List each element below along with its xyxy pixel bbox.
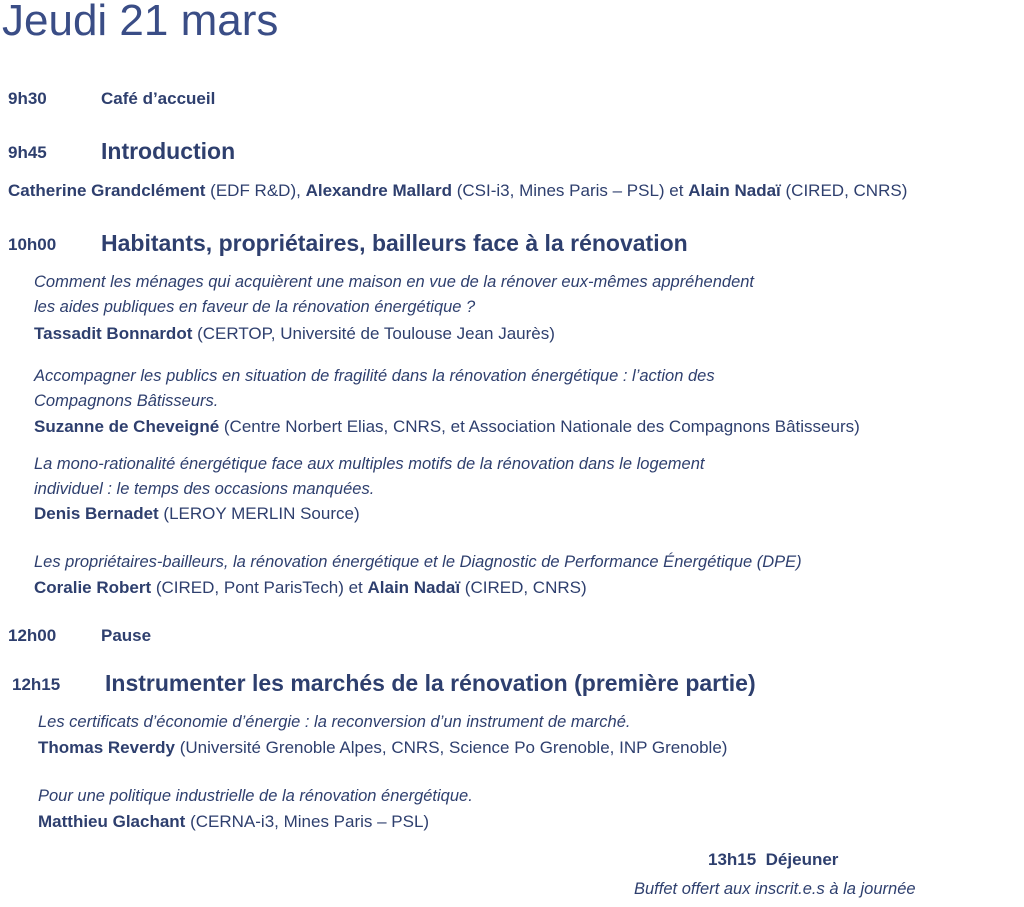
welcome-label: Café d’accueil (101, 89, 216, 108)
speaker-affiliation: (CIRED, CNRS) (780, 181, 908, 200)
lunch-note: Buffet offert aux inscrit.e.s à la journée (634, 880, 916, 898)
talk-title (34, 364, 715, 414)
talk-title-line: Les propriétaires-bailleurs, la rénovation énergétique et le Diagnostic de Performance Énergétique (DPE) (34, 553, 802, 571)
lunch-label: Déjeuner (765, 850, 839, 869)
speaker-affiliation: (CIRED, CNRS) (460, 578, 587, 597)
talk-title-line: individuel : le temps des occasions manquées. (34, 480, 375, 498)
talk-speakers (34, 578, 587, 598)
session1-time: 10h00 (8, 235, 57, 254)
speaker-affiliation: (LEROY MERLIN Source) (158, 504, 360, 523)
speaker-name: Thomas Reverdy (38, 738, 175, 757)
intro-time: 9h45 (8, 143, 47, 162)
talk-title-line: Les certificats d’économie d’énergie : la reconversion d’un instrument de marché. (38, 713, 631, 731)
speaker-affiliation: (CERNA-i3, Mines Paris – PSL) (185, 812, 430, 831)
talk-speakers (34, 504, 360, 524)
session2-label: Instrumenter les marchés de la rénovation (première partie) (105, 670, 756, 696)
talk-title (34, 550, 802, 575)
intro-label: Introduction (101, 138, 236, 164)
talk-speakers (38, 738, 727, 758)
talk-speakers (34, 324, 555, 344)
speaker-name: Coralie Robert (34, 578, 152, 597)
speaker-name: Alexandre Mallard (305, 181, 453, 200)
talk-title (38, 710, 630, 735)
talk-title-line: Compagnons Bâtisseurs. (34, 392, 219, 410)
speaker-affiliation: (Centre Norbert Elias, CNRS, et Association Nationale des Compagnons Bâtisseurs) (219, 417, 860, 436)
lunch-time: 13h15 (708, 850, 757, 869)
talk-speakers (38, 812, 429, 832)
speaker-name: Alain Nadaï (367, 578, 461, 597)
session1-label: Habitants, propriétaires, bailleurs face à la rénovation (101, 230, 688, 256)
talk-speakers (34, 417, 860, 437)
talk-title-line: Pour une politique industrielle de la rénovation énergétique. (38, 787, 473, 805)
pause-time: 12h00 (8, 626, 57, 645)
page-title: Jeudi 21 mars (2, 0, 279, 45)
talk-title (34, 452, 704, 502)
speaker-affiliation: (EDF R&D), (205, 181, 306, 200)
talk-title-line: La mono-rationalité énergétique face aux multiples motifs de la rénovation dans le logement (34, 455, 705, 473)
speaker-name: Tassadit Bonnardot (34, 324, 193, 343)
talk-title-line: les aides publiques en faveur de la rénovation énergétique ? (34, 298, 476, 316)
pause-label: Pause (101, 626, 152, 645)
session2-time: 12h15 (12, 675, 61, 694)
talk-title (38, 784, 473, 809)
talk-title-line: Comment les ménages qui acquièrent une maison en vue de la rénover eux-mêmes appréhendent (34, 273, 755, 291)
speaker-name: Catherine Grandclément (8, 181, 206, 200)
speaker-affiliation: (Université Grenoble Alpes, CNRS, Science Po Grenoble, INP Grenoble) (175, 738, 728, 757)
talk-title-line: Accompagner les publics en situation de fragilité dans la rénovation énergétique : l’action des (34, 367, 715, 385)
intro-speakers (8, 181, 907, 201)
speaker-name: Suzanne de Cheveigné (34, 417, 220, 436)
welcome-time: 9h30 (8, 89, 47, 108)
speaker-affiliation: (CIRED, Pont ParisTech) et (151, 578, 368, 597)
speaker-affiliation: (CERTOP, Université de Toulouse Jean Jaurès) (192, 324, 555, 343)
talk-title (34, 270, 754, 320)
lunch-heading (708, 850, 838, 870)
speaker-name: Matthieu Glachant (38, 812, 186, 831)
speaker-affiliation: (CSI-i3, Mines Paris – PSL) et (452, 181, 689, 200)
speaker-name: Alain Nadaï (688, 181, 781, 200)
speaker-name: Denis Bernadet (34, 504, 159, 523)
